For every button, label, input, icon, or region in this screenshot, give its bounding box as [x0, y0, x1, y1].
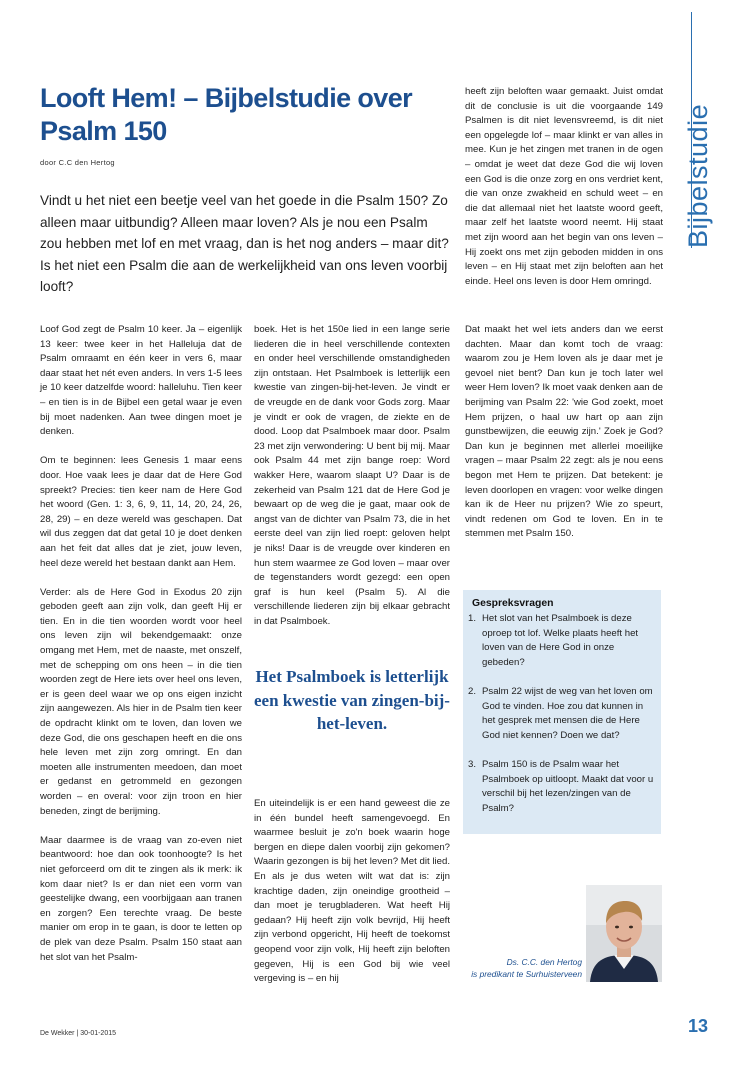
article-column-2-top — [254, 323, 450, 629]
paragraph: Om te beginnen: lees Genesis 1 maar eens door. Hoe vaak lees je daar dat de Here God spreekt? Precies: tien keer nam de Here God het woord (Gen. 1: 3, 6, 9, 11, 14, 20, 24, 26, 28, 29) – en deze wereld was geschapen. Dat wil dus zeggen dat dat getal 10 je doet denken aan het feit dat alles dat je ziet, jouw leven, heel deze wereld het bestaan dankt aan Hem. — [40, 455, 242, 569]
section-label: Bijbelstudie — [683, 103, 713, 248]
question-item — [468, 758, 658, 816]
author-photo — [586, 885, 662, 982]
footer-publication: De Wekker | 30-01-2015 — [40, 1030, 117, 1037]
pull-quote: Het Psalmboek is letterlijk een kwestie van zingen-bij-het-leven. — [254, 667, 450, 733]
paragraph: Verder: als de Here God in Exodus 20 zijn geboden geeft aan zijn volk, dan geeft Hij er tien. En in die tien woorden wordt voor heel ons leven zijn wil bekendgemaakt: onze omgang met Hem, met de naaste, met onszelf, met de schepping om ons heen – in die tien woorden zegt de Here iets over heel ons leven, er is geen deel waar we op ons eigen inzicht zijn aangewezen. Als hier in de Psalm tien keer de opdracht klinkt om te loven, dan loven we deze God, die ons geschapen heeft en die ons hele leven met zijn zorg omringt. En dan moeten alle instrumenten meedoen, dan moet er gedanst en getrommeld en gezongen worden – en overal: voor zijn troon en hier beneden, zingt de berijming. — [40, 586, 242, 817]
article-title: Looft Hem! – Bijbelstudie over Psalm 150 — [40, 83, 413, 146]
paragraph: Loof God zegt de Psalm 10 keer. Ja – eigenlijk 13 keer: twee keer in het Halleluja dat de Psalm omraamt en één keer in vers 6, maar daar staat het nét even anders. In vers 1-5 lees je 10 keer datzelfde woord: halleluhu. Tien keer – en tien is in de Bijbel een getal waar je even bij moet nadenken. Aan twee dingen moet je denken. — [40, 324, 242, 438]
question-number: 3. — [468, 758, 477, 770]
section-label-wrap — [668, 70, 728, 250]
question-text: Psalm 150 is de Psalm waar het Psalmboek op uitloopt. Maakt dat voor u verschil bij het lezen/zingen van de Psalm? — [482, 758, 654, 814]
paragraph: Dat maakt het wel iets anders dan we eerst dachten. Maar dan komt toch de vraag: waarom zou je Hem loven als je daar met je gevoel niet bent? Dan kun je toch later wel weer Hem loven? Ik moet vaak denken aan de berijming van Psalm 22: 'wie God zoekt, moet Hem prijzen, o haal uw hart op aan zijn gunstbewijzen, die eeuwig zijn.' Zoek je God? Dan kun je beginnen met allerlei moeilijke vragen – maar Psalm 22 zegt: als je nou eens begon met Hem te prijzen. Dat betekent: je leven doorlopen en vragen: voor welke dingen kan ik de Heer nu prijzen? Wie zo speurt, vindt redenen om God te loven. En in te stemmen met Psalm 150. — [465, 324, 663, 540]
question-item — [468, 612, 658, 670]
question-text: Psalm 22 wijst de weg van het loven om God te vinden. Hoe zou dat kunnen in het gesprek met mensen die de Here God niet kennen? Doen we dat? — [482, 685, 653, 741]
paragraph: Maar daarmee is de vraag van zo-even niet beantwoord: hoe dan ook toonhoogte? Is het niet geforceerd om dit te zingen als ik merk: ik kom daar niet? Is er dan niet een vorm van geestelijke dwang, een voorbijgaan aan tranen en zorgen? Een terechte vraag. De beste manier om erop in te gaan, is door te letten op de plek van deze Psalm. Psalm 150 staat aan het slot van het Psalm- — [40, 834, 242, 963]
byline: door C.C den Hertog — [40, 158, 115, 167]
questions-title: Gespreksvragen — [472, 598, 554, 609]
paragraph: boek. Het is het 150e lied in een lange serie liederen die in heel verschillende contexten en onder heel verschillende omstandigheden zijn ontstaan. Het Psalmboek is letterlijk een kwestie van zingen-bij-het-leven. Je vindt er de vreugde en de dank voor Gods zorg. Maar je vindt er ook de vragen, de ziekte en de dood. Loop dat Psalmboek maar door. Psalm 23 met zijn verwondering: U bent bij mij. Maar ook Psalm 44 met zijn bange roep: Word wakker Here, waarom slaapt U? Daar is de zekerheid van Psalm 121 dat de Here God je bewaart op de weg die je gaat, maar ook de angst van de dichter van Psalm 73, die in het eerste deel van zijn lied roept: geloven helpt je niks! Daar is de vreugde over kinderen en hun stem waarmee ze God loven – maar over de tegenstanders wordt gezegd: een open graf is hun keel (Psalm 5). Al die verschillende liederen zijn bij elkaar gebracht in dat Psalmboek. — [254, 324, 450, 627]
article-column-1 — [40, 323, 242, 965]
questions-list — [468, 612, 658, 831]
caption-name: Ds. C.C. den Hertog — [506, 957, 582, 967]
question-text: Het slot van het Psalmboek is deze oproep tot lof. Welke plaats heeft het loven van de Here God in onze gebeden? — [482, 613, 639, 668]
article-column-3-mid — [465, 323, 663, 542]
question-item — [468, 685, 658, 743]
author-photo-illustration — [586, 885, 662, 982]
question-number: 1. — [468, 613, 477, 624]
caption-role: is predikant te Surhuisterveen — [471, 968, 582, 979]
paragraph: En uiteindelijk is er een hand geweest die ze in één bundel heeft samengevoegd. En waarmee besluit je zo'n boek waarin hoge bergen en diepe dalen voorbij zijn gekomen? Waarin gezongen is bij het leven? Met dit lied. En als je dus weten wilt wat dat is: zijn krachtige daden, zijn oneindige grootheid – dan moet je terugbladeren. Wat heeft Hij gedaan? Hij heeft zijn volk bevrijd, Hij heeft zijn verbond opgericht, Hij heeft de toekomst geopend voor zijn volk, Hij heeft zijn beloften gegeven, Hij is een God bij wie veel vergeving is – en hij — [254, 798, 450, 985]
article-column-3-top — [465, 85, 663, 289]
article-column-2-bottom — [254, 797, 450, 987]
intro-paragraph: Vindt u het niet een beetje veel van het goede in die Psalm 150? Zo alleen maar uitbundig? Alleen maar loven? Als je nou een Psalm zou hebben met lof en met vraag, dan is het nog anders – maar dit? Is het niet een Psalm die aan de werkelijkheid van ons leven voorbij looft? — [40, 193, 449, 294]
paragraph: heeft zijn beloften waar gemaakt. Juist omdat dit de conclusie is uit die voorgaande 149 Psalmen is dit niet levensvreemd, is dit niet een opgelegde lof – maar klinkt er van alles in mee. Kun je het zingen met tranen in de ogen – omdat je weet dat deze God die wij loven een God is die onze zorg en ons verdriet kent, die van onze zwakheid en schuld weet – en die dat allemaal niet het laatste woord geeft, maar zelf het laatste woord neemt. Hij staat met zijn woord aan het begin van ons leven – Hij zoekt ons met zijn geboden midden in ons leven – en Hij staat met zijn beloften aan het einde. Heel ons leven is door Hem omringd. — [465, 86, 663, 287]
question-number: 2. — [468, 685, 477, 697]
photo-caption — [450, 957, 582, 980]
page-number: 13 — [688, 1016, 709, 1036]
